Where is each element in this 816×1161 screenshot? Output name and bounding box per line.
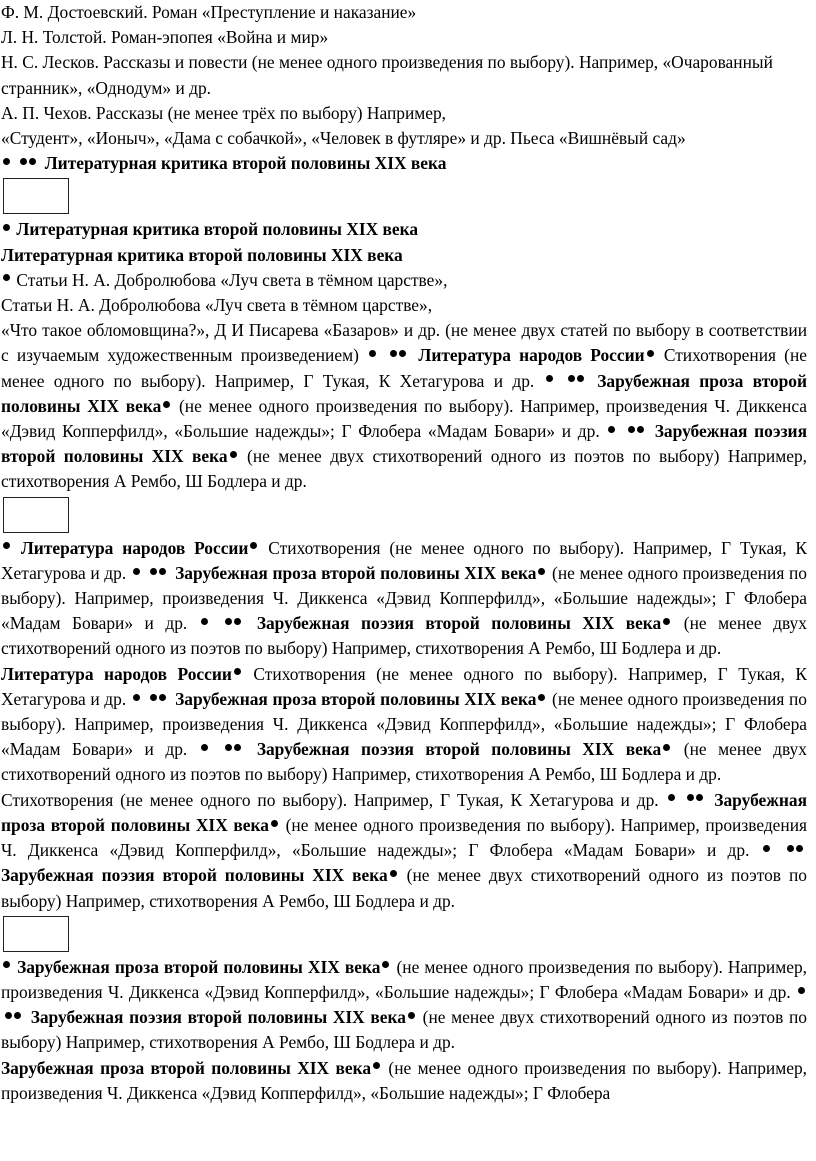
bullet-icon bbox=[663, 744, 670, 751]
double-bullet-icon bbox=[567, 369, 585, 394]
line-chekhov: А. П. Чехов. Рассказы (не менее трёх по выбору) Например, bbox=[1, 102, 447, 123]
section-heading: Литературная критика второй половины XIX века bbox=[1, 217, 807, 242]
bullet-icon bbox=[201, 618, 208, 625]
bullet-icon bbox=[798, 987, 805, 994]
double-bullet-icon bbox=[389, 343, 407, 368]
double-bullet-icon bbox=[786, 838, 804, 863]
bullet-icon bbox=[668, 794, 675, 801]
bullet-icon bbox=[133, 694, 140, 701]
bullet-icon bbox=[546, 375, 553, 382]
bullet-icon bbox=[234, 668, 241, 675]
bullet-icon bbox=[201, 744, 208, 751]
paragraph: Литература народов России Стихотворения (не менее одного по выбору). Например, Г Тукая, К Хетагурова и др. Зарубежная проза второй половины XIX века (не менее одного произведения по выбору). Например, произведения Ч. Диккенса «Дэвид Копперфилд», «Большие надежды»; Г Флобера «Мадам Бовари» и др. Зарубежная поэзия второй половины XIX века (не менее двух стихотворений одного из поэтов по выбору) Например, стихотворения А Рембо, Ш Бодлера и др. bbox=[1, 663, 807, 785]
paragraph: Статьи Н. А. Добролюбова «Луч света в тёмном царстве», bbox=[1, 295, 433, 316]
paragraph: «Что такое обломовщина?», Д И Писарева «Базаров» и др. (не менее двух статей по выбору в соответствии с изучаемым художественным произведением) Литература народов России Стихотворения (не менее одного по выбору). Например, Г Тукая, К Хетагурова и др. Зарубежная проза второй половины XIX века (не менее одного произведения по выбору). Например, произведения Ч. Диккенса «Дэвид Копперфилд», «Большие надежды»; Г Флобера «Мадам Бовари» и др. Зарубежная поэзия второй половины XIX века (не менее двух стихотворений одного из поэтов по выбору) Например, стихотворения А Рембо, Ш Бодлера и др. bbox=[1, 320, 807, 492]
double-bullet-icon bbox=[149, 687, 167, 712]
bullet-icon bbox=[382, 961, 389, 968]
bullet-icon bbox=[163, 401, 170, 408]
bullet-icon bbox=[3, 224, 10, 231]
bullet-icon bbox=[663, 618, 670, 625]
double-bullet-icon bbox=[149, 561, 167, 586]
paragraph: Стихотворения (не менее одного по выбору). Например, Г Тукая, К Хетагурова и др. Зарубежная проза второй половины XIX века (не менее одного произведения по выбору). Например, произведения Ч. Диккенса «Дэвид Копперфилд», «Большие надежды»; Г Флобера «Мадам Бовари» и др. Зарубежная поэзия второй половины XIX века (не менее двух стихотворений одного из поэтов по выбору) Например, стихотворения А Рембо, Ш Бодлера и др. bbox=[1, 789, 808, 911]
double-bullet-icon bbox=[224, 737, 242, 762]
line-tolstoy: Л. Н. Толстой. Роман-эпопея «Война и мир» bbox=[1, 27, 329, 48]
bullet-icon bbox=[763, 845, 770, 852]
double-bullet-icon bbox=[19, 151, 37, 176]
section-heading: Литературная критика второй половины XIX века bbox=[1, 151, 807, 176]
bullet-icon bbox=[230, 451, 237, 458]
bullet-icon bbox=[538, 694, 545, 701]
line-chekhov-works: «Студент», «Ионыч», «Дама с собачкой», «Человек в футляре» и др. Пьеса «Вишнёвый сад» bbox=[1, 128, 686, 149]
paragraph: Статьи Н. А. Добролюбова «Луч света в тёмном царстве», bbox=[1, 268, 807, 293]
bullet-icon bbox=[390, 870, 397, 877]
double-bullet-icon bbox=[224, 611, 242, 636]
bullet-icon bbox=[408, 1012, 415, 1019]
paragraph: Зарубежная проза второй половины XIX века (не менее одного произведения по выбору). Например, произведения Ч. Диккенса «Дэвид Копперфилд», «Большие надежды»; Г Флобера «Мадам Бовари» и др. Зарубежная поэзия второй половины XIX века (не менее двух стихотворений одного из поэтов по выбору) Например, стихотворения А Рембо, Ш Бодлера и др. bbox=[1, 956, 808, 1053]
double-bullet-icon bbox=[686, 788, 704, 813]
bullet-icon bbox=[133, 568, 140, 575]
section-heading: Литературная критика второй половины XIX века bbox=[1, 244, 403, 265]
bullet-icon bbox=[608, 426, 615, 433]
bullet-icon bbox=[3, 961, 10, 968]
bullet-icon bbox=[373, 1062, 380, 1069]
bullet-icon bbox=[250, 542, 257, 549]
empty-checkbox bbox=[3, 916, 69, 952]
bullet-icon bbox=[3, 542, 10, 549]
double-bullet-icon bbox=[627, 419, 645, 444]
bullet-icon bbox=[271, 820, 278, 827]
paragraph: Литература народов России Стихотворения (не менее одного по выбору). Например, Г Тукая, К Хетагурова и др. Зарубежная проза второй половины XIX века (не менее одного произведения по выбору). Например, произведения Ч. Диккенса «Дэвид Копперфилд», «Большие надежды»; Г Флобера «Мадам Бовари» и др. Зарубежная поэзия второй половины XIX века (не менее двух стихотворений одного из поэтов по выбору) Например, стихотворения А Рембо, Ш Бодлера и др. bbox=[1, 537, 807, 659]
paragraph: Зарубежная проза второй половины XIX века (не менее одного произведения по выбору). Например, произведения Ч. Диккенса «Дэвид Копперфилд», «Большие надежды»; Г Флобера bbox=[1, 1057, 807, 1103]
empty-checkbox bbox=[3, 497, 69, 533]
double-bullet-icon bbox=[4, 1005, 22, 1030]
bullet-icon bbox=[3, 274, 10, 281]
bullet-icon bbox=[3, 158, 10, 165]
bullet-icon bbox=[538, 568, 545, 575]
empty-checkbox bbox=[3, 178, 69, 214]
line-leskov: Н. С. Лесков. Рассказы и повести (не менее одного произведения по выбору). Например, «Очарованный странник», «Однодум» и др. bbox=[1, 52, 773, 98]
bullet-icon bbox=[647, 350, 654, 357]
bullet-icon bbox=[369, 350, 376, 357]
line-dostoevsky: Ф. М. Достоевский. Роман «Преступление и наказание» bbox=[1, 2, 417, 22]
